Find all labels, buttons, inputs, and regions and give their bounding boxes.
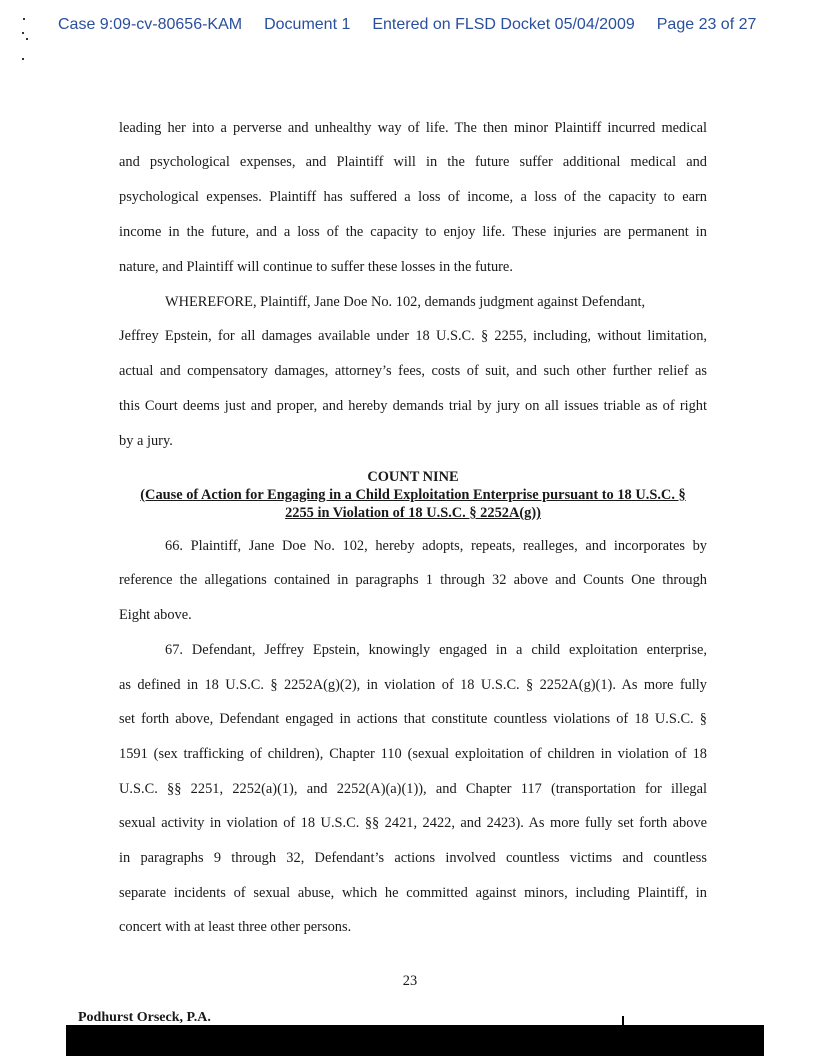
firm-name: Podhurst Orseck, P.A. (78, 1010, 211, 1025)
scan-speck (22, 58, 24, 60)
body-line: leading her into a perverse and unhealthy way of life. The then minor Plaintiff incurred medical (119, 120, 707, 136)
para-67-line: concert with at least three other persons. (119, 919, 352, 935)
body-line: nature, and Plaintiff will continue to suffer these losses in the future. (119, 259, 513, 275)
body-line: psychological expenses. Plaintiff has suffered a loss of income, a loss of the capacity to earn (119, 189, 707, 205)
count-subtitle (119, 486, 707, 522)
para-67-line: in paragraphs 9 through 32, Defendant’s actions involved countless victims and countless (119, 850, 707, 866)
wherefore-line: this Court deems just and proper, and hereby demands trial by jury on all issues triable as of right (119, 398, 707, 414)
page-count: Page 23 of 27 (656, 16, 757, 33)
para-66-line: reference the allegations contained in paragraphs 1 through 32 above and Counts One through (119, 572, 707, 588)
document-number: Document 1 (264, 16, 351, 33)
wherefore-line: Jeffrey Epstein, for all damages available under 18 U.S.C. § 2255, including, without limitation, (119, 328, 707, 344)
wherefore-line: WHEREFORE, Plaintiff, Jane Doe No. 102, demands judgment against Defendant, (165, 294, 646, 310)
scan-speck (23, 18, 25, 20)
count-subtitle-line: (Cause of Action for Engaging in a Child Exploitation Enterprise pursuant to 18 U.S.C. § (140, 487, 686, 503)
para-67-line: U.S.C. §§ 2251, 2252(a)(1), and 2252(A)(a)(1)), and Chapter 117 (transportation for illegal (119, 781, 707, 797)
wherefore-line: actual and compensatory damages, attorney’s fees, costs of suit, and such other further relief as (119, 363, 707, 379)
scan-speck (22, 32, 24, 34)
scan-speck (26, 38, 28, 40)
para-67-line: separate incidents of sexual abuse, which he committed against minors, including Plaintiff, in (119, 885, 707, 901)
docket-header (58, 16, 778, 34)
para-67-line: as defined in 18 U.S.C. § 2252A(g)(2), in violation of 18 U.S.C. § 2252A(g)(1). As more fully (119, 677, 707, 693)
footer-redaction-bar (66, 1025, 764, 1056)
docket-entry: Entered on FLSD Docket 05/04/2009 (372, 16, 635, 33)
para-67-line: sexual activity in violation of 18 U.S.C. §§ 2421, 2422, and 2423). As more fully set forth above (119, 815, 707, 831)
body-line: and psychological expenses, and Plaintiff will in the future suffer additional medical and (119, 154, 707, 170)
page-number: 23 (402, 973, 418, 989)
body-line: income in the future, and a loss of the capacity to enjoy life. These injuries are permanent in (119, 224, 707, 240)
para-67-line: 1591 (sex trafficking of children), Chapter 110 (sexual exploitation of children in violation of 18 (119, 746, 707, 762)
wherefore-line: by a jury. (119, 433, 173, 449)
count-title: COUNT NINE (367, 469, 459, 485)
case-number: Case 9:09-cv-80656-KAM (58, 16, 243, 33)
para-67-line: 67. Defendant, Jeffrey Epstein, knowingly engaged in a child exploitation enterprise, (165, 642, 707, 658)
para-66-line: Eight above. (119, 607, 192, 623)
para-66-line: 66. Plaintiff, Jane Doe No. 102, hereby adopts, repeats, realleges, and incorporates by (165, 538, 707, 554)
para-67-line: set forth above, Defendant engaged in actions that constitute countless violations of 18 U.S.C. § (119, 711, 707, 727)
count-subtitle-line: 2255 in Violation of 18 U.S.C. § 2252A(g)) (285, 505, 541, 521)
